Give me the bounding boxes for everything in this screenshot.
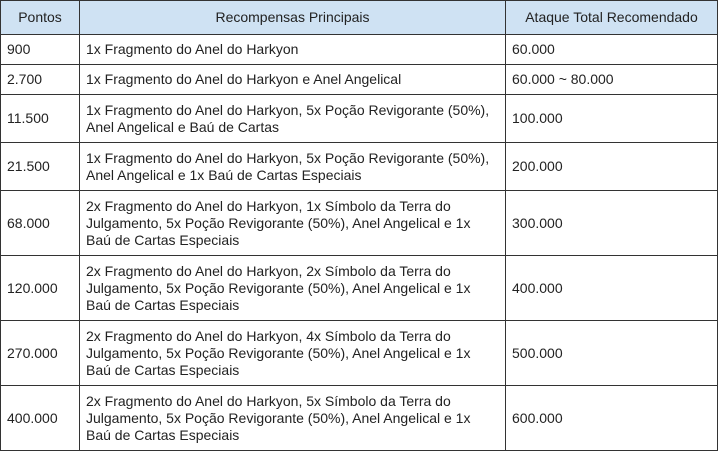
header-row: [1, 1, 718, 35]
cell-attack: 600.000: [506, 386, 718, 451]
cell-points: 270.000: [1, 321, 80, 386]
cell-points: 900: [1, 35, 80, 65]
cell-rewards: 1x Fragmento do Anel do Harkyon, 5x Poção Revigorante (50%), Anel Angelical e 1x Baú de Cartas Especiais: [80, 143, 506, 191]
table-row: [1, 256, 718, 321]
table-row: [1, 386, 718, 451]
cell-attack: 60.000: [506, 35, 718, 65]
cell-attack: 500.000: [506, 321, 718, 386]
cell-rewards: 2x Fragmento do Anel do Harkyon, 4x Símbolo da Terra do Julgamento, 5x Poção Revigorante (50%), Anel Angelical e 1x Baú de Cartas Especiais: [80, 321, 506, 386]
cell-points: 400.000: [1, 386, 80, 451]
cell-rewards: 2x Fragmento do Anel do Harkyon, 1x Símbolo da Terra do Julgamento, 5x Poção Revigorante (50%), Anel Angelical e 1x Baú de Cartas Especiais: [80, 191, 506, 256]
table-row: [1, 143, 718, 191]
cell-rewards: 1x Fragmento do Anel do Harkyon, 5x Poção Revigorante (50%), Anel Angelical e Baú de Cartas: [80, 95, 506, 143]
cell-points: 68.000: [1, 191, 80, 256]
table-row: [1, 95, 718, 143]
table-header: [1, 1, 718, 35]
cell-rewards: 2x Fragmento do Anel do Harkyon, 2x Símbolo da Terra do Julgamento, 5x Poção Revigorante (50%), Anel Angelical e 1x Baú de Cartas Especiais: [80, 256, 506, 321]
table-row: [1, 321, 718, 386]
table-row: [1, 35, 718, 65]
cell-attack: 300.000: [506, 191, 718, 256]
cell-attack: 400.000: [506, 256, 718, 321]
cell-rewards: 1x Fragmento do Anel do Harkyon: [80, 35, 506, 65]
cell-points: 120.000: [1, 256, 80, 321]
cell-attack: 200.000: [506, 143, 718, 191]
table-body: [1, 35, 718, 451]
cell-attack: 60.000 ~ 80.000: [506, 65, 718, 95]
cell-rewards: 1x Fragmento do Anel do Harkyon e Anel Angelical: [80, 65, 506, 95]
cell-points: 2.700: [1, 65, 80, 95]
header-rewards: Recompensas Principais: [80, 1, 506, 35]
cell-points: 21.500: [1, 143, 80, 191]
table-row: [1, 65, 718, 95]
header-attack: Ataque Total Recomendado: [506, 1, 718, 35]
cell-attack: 100.000: [506, 95, 718, 143]
cell-points: 11.500: [1, 95, 80, 143]
header-points: Pontos: [1, 1, 80, 35]
cell-rewards: 2x Fragmento do Anel do Harkyon, 5x Símbolo da Terra do Julgamento, 5x Poção Revigorante (50%), Anel Angelical e 1x Baú de Cartas Especiais: [80, 386, 506, 451]
table-row: [1, 191, 718, 256]
